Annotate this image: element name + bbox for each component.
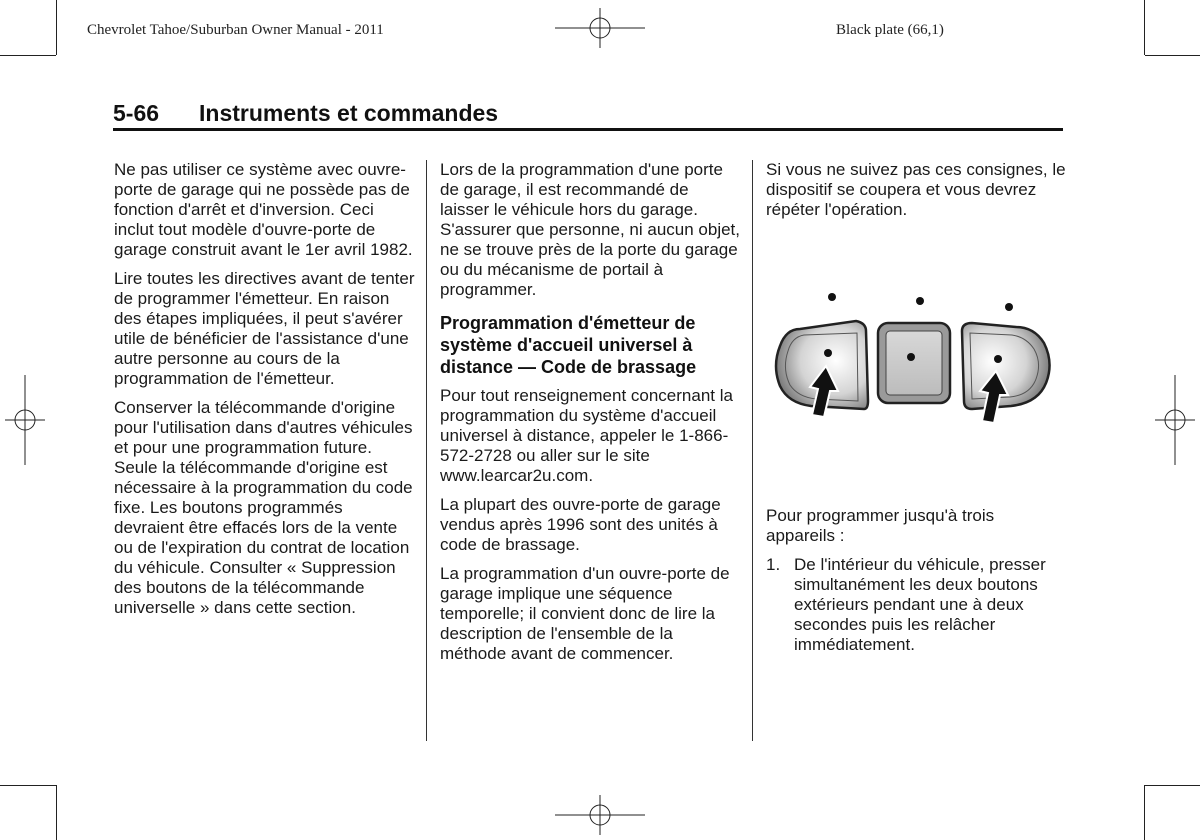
crop-mark xyxy=(0,55,56,56)
running-header-title: Chevrolet Tahoe/Suburban Owner Manual - 2011 xyxy=(87,22,384,38)
registration-mark-bottom xyxy=(555,795,645,835)
crop-mark xyxy=(1144,0,1145,55)
crop-mark xyxy=(1145,785,1200,786)
page-number: 5-66 xyxy=(113,100,160,126)
paragraph: Lors de la programmation d'une porte de garage, il est recommandé de laisser le véhicule hors du garage. S'assurer que personne, ni aucun objet, ne se trouve près de la porte du garage ou du mécanisme de portail à programmer. xyxy=(440,160,740,299)
crop-mark xyxy=(56,785,57,840)
step-list xyxy=(766,555,1066,655)
remote-buttons-illustration xyxy=(766,291,1066,471)
registration-mark-top xyxy=(555,8,645,48)
list-item xyxy=(766,555,1066,655)
column-3 xyxy=(766,160,1066,655)
column-2 xyxy=(440,160,740,673)
paragraph: Conserver la télécommande d'origine pour l'utilisation dans d'autres véhicules et pour une programmation future. Seule la télécommande d'origine est nécessaire à la programmation du code fixe. Les boutons programmés devraient être effacés lors de la vente ou de l'expiration du contrat de location du véhicule. Consulter « Suppression des boutons de la télécommande universelle » dans cette section. xyxy=(114,398,413,617)
paragraph: Ne pas utiliser ce système avec ouvre-porte de garage qui ne possède pas de fonction d'arrêt et d'inversion. Ceci inclut tout modèle d'ouvre-porte de garage construit avant le 1er avril 1982. xyxy=(114,160,413,259)
right-button xyxy=(962,323,1050,409)
crop-mark xyxy=(0,785,56,786)
subsection-heading: Programmation d'émetteur de système d'accueil universel à distance — Code de brassage xyxy=(440,313,697,377)
column-divider xyxy=(426,160,427,741)
step-text: De l'intérieur du véhicule, presser simultanément les deux boutons extérieurs pendant une à deux secondes puis les relâcher immédiatement. xyxy=(794,555,1046,654)
crop-mark xyxy=(56,0,57,55)
paragraph: La plupart des ouvre-porte de garage vendus après 1996 sont des unités à code de brassage. xyxy=(440,495,721,554)
paragraph: Lire toutes les directives avant de tenter de programmer l'émetteur. En raison des étapes impliquées, il peut s'avérer utile de bénéficier de l'assistance d'une autre personne au cours de la programmation de l'émetteur. xyxy=(114,269,415,388)
indicator-dot xyxy=(916,297,924,305)
title-rule xyxy=(113,128,1063,131)
left-button-dot xyxy=(824,349,832,357)
paragraph: Pour programmer jusqu'à trois appareils : xyxy=(766,506,995,545)
middle-button-dot xyxy=(907,353,915,361)
indicator-dot xyxy=(828,293,836,301)
paragraph: Si vous ne suivez pas ces consignes, le dispositif se coupera et vous devrez répéter l'opération. xyxy=(766,160,1066,219)
registration-mark-right xyxy=(1155,375,1195,465)
step-number: 1. xyxy=(766,555,781,574)
right-button-dot xyxy=(994,355,1002,363)
plate-label: Black plate (66,1) xyxy=(836,22,944,38)
crop-mark xyxy=(1144,785,1145,840)
column-divider xyxy=(752,160,753,741)
registration-mark-left xyxy=(5,375,45,465)
section-heading xyxy=(113,100,498,127)
paragraph: La programmation d'un ouvre-porte de garage implique une séquence temporelle; il convient donc de lire la description de l'ensemble de la méthode avant de commencer. xyxy=(440,564,730,663)
section-title: Instruments et commandes xyxy=(199,100,499,126)
column-1 xyxy=(114,160,416,627)
crop-mark xyxy=(1145,55,1200,56)
indicator-dot xyxy=(1005,303,1013,311)
paragraph: Pour tout renseignement concernant la programmation du système d'accueil universel à distance, appeler le 1-866-572-2728 ou aller sur le site www.learcar2u.com. xyxy=(440,386,733,485)
